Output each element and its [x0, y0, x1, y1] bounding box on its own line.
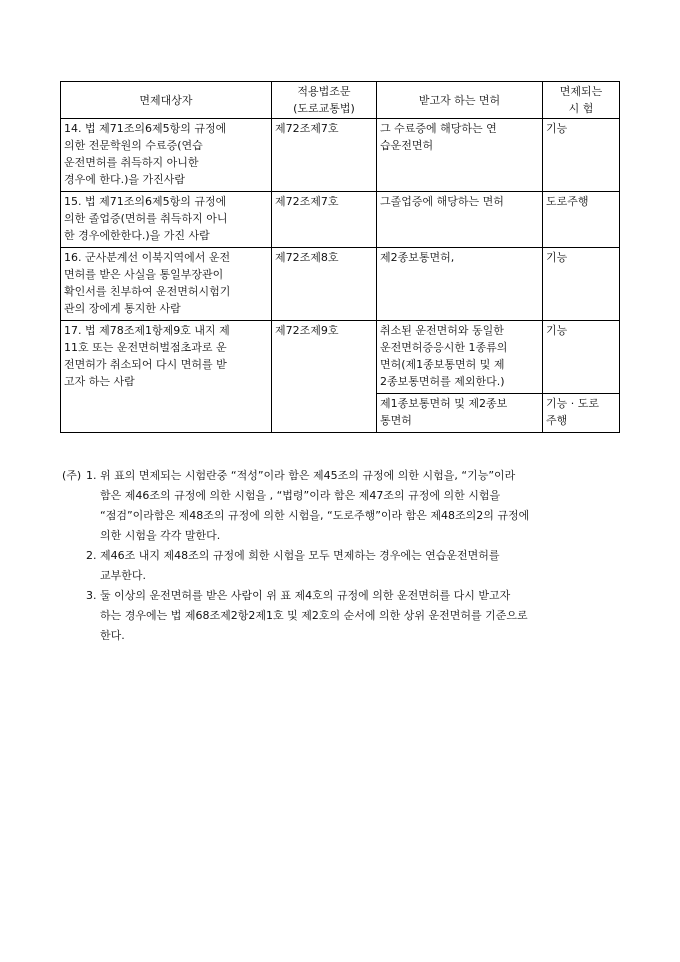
- footnote-text: 둘 이상의 운전면허를 받은 사람이 위 표 제4호의 규정에 의한 운전면허를 다시 받고자 하는 경우에는 법 제68조제2항2제1호 및 제2호의 순서에 의한 상위 운전면허를 기준으로 한다.: [100, 589, 528, 642]
- exemption-table: [60, 81, 620, 433]
- footnote-1: [62, 466, 622, 546]
- footnote-2: [62, 546, 622, 586]
- table-row: [61, 119, 620, 192]
- footnote-number: 3.: [86, 589, 97, 602]
- footnote-number: 1.: [86, 469, 97, 482]
- header-exam: 면제되는 시 험: [543, 82, 620, 119]
- row-exam: 기능: [543, 321, 620, 394]
- table-header-row: [61, 82, 620, 119]
- row-target: 17. 법 제78조제1항제9호 내지 제 11호 또는 운전면허벌점초과로 운 전면허가 취소되어 다시 면허를 받 고자 하는 사람: [61, 321, 272, 433]
- row-exam: 기능: [543, 119, 620, 192]
- row-exam-second: 기능 · 도로 주행: [543, 394, 620, 433]
- footnote-text: 제46조 내지 제48조의 규정에 희한 시험을 모두 면제하는 경우에는 연습운전면허를 교부한다.: [100, 549, 500, 582]
- row-law: 제72조제7호: [272, 119, 377, 192]
- row-license: 그 수료증에 해당하는 연 습운전면허: [377, 119, 543, 192]
- footnote-3: [62, 586, 622, 646]
- header-license: 받고자 하는 면허: [377, 82, 543, 119]
- header-law: 적용법조문 (도로교통법): [272, 82, 377, 119]
- footnotes: [62, 466, 622, 646]
- row-license: 그졸업증에 해당하는 면허: [377, 192, 543, 248]
- row-exam: 기능: [543, 248, 620, 321]
- footnote-number: 2.: [86, 549, 97, 562]
- row-target: 16. 군사분계선 이북지역에서 운전 면허를 받은 사실을 통일부장관이 확인서를 친부하여 운전면허시험기 관의 장에게 통지한 사람: [61, 248, 272, 321]
- table-row: [61, 192, 620, 248]
- row-law: 제72조제8호: [272, 248, 377, 321]
- row-license: 취소된 운전면허와 동일한 운전면허증응시한 1종류의 면허(제1종보통면허 및 제 2종보통면허를 제외한다.): [377, 321, 543, 394]
- row-target: 15. 법 제71조의6제5항의 규정에 의한 졸업증(면허를 취득하지 아니 한 경우에한한다.)을 가진 사람: [61, 192, 272, 248]
- table-row: [61, 248, 620, 321]
- footnote-text: 위 표의 면제되는 시험란중 “적성”이라 함은 제45조의 규정에 의한 시험을, “기능”이라 함은 제46조의 규정에 의한 시험을 , “법령”이라 함은 제47조의 규정에 의한 시험을 “점검”이라함은 제48조의 규정에 의한 시험을, “도로주행”이라 함은 제48조의2의 규정에 의한 시험을 각각 말한다.: [100, 469, 530, 542]
- row-law: 제72조제9호: [272, 321, 377, 433]
- row-license-second: 제1종보통면허 및 제2종보 통면허: [377, 394, 543, 433]
- footnote-prefix: (주): [62, 469, 82, 482]
- row-license: 제2종보통면허,: [377, 248, 543, 321]
- row-target: 14. 법 제71조의6제5항의 규정에 의한 전문학원의 수료증(연습 운전면허를 취득하지 아니한 경우에 한다.)을 가진사람: [61, 119, 272, 192]
- row-law: 제72조제7호: [272, 192, 377, 248]
- row-exam: 도로주행: [543, 192, 620, 248]
- header-target: 면제대상자: [61, 82, 272, 119]
- table-row: [61, 321, 620, 394]
